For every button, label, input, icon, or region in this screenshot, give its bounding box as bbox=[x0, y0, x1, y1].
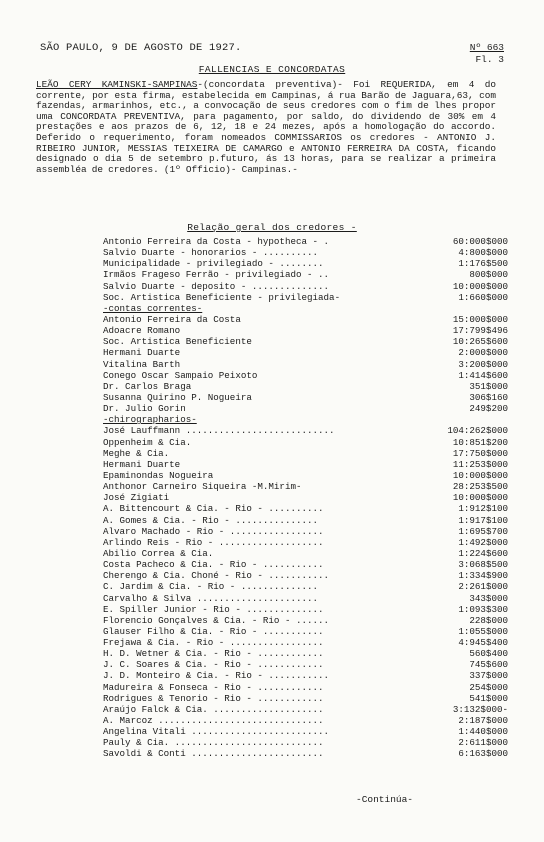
creditor-row bbox=[103, 548, 508, 559]
creditor-amount: 1:492$000 bbox=[458, 536, 508, 548]
creditor-name: Hermani Duarte bbox=[103, 347, 181, 359]
creditor-name: H. D. Wetner & Cia. - Rio - ............ bbox=[103, 648, 324, 660]
continued-note: -Continúa- bbox=[356, 794, 414, 805]
creditor-amount: 1:334$900 bbox=[458, 570, 508, 582]
creditor-name: Florencio Gonçalves & Cia. - Rio - ...... bbox=[103, 614, 330, 626]
creditor-row bbox=[103, 682, 508, 693]
creditor-row bbox=[103, 403, 508, 414]
creditor-row bbox=[103, 670, 508, 681]
creditor-amount: 17:799$496 bbox=[452, 325, 508, 337]
creditor-name: J. D. Monteiro & Cia. - Rio - ........... bbox=[103, 670, 330, 682]
creditor-amount: 1:093$300 bbox=[458, 603, 508, 615]
creditor-row bbox=[103, 236, 508, 247]
creditor-row bbox=[103, 470, 508, 481]
creditor-amount: 343$000 bbox=[469, 592, 508, 604]
creditor-name: A. Bittencourt & Cia. - Rio - .......... bbox=[103, 503, 324, 515]
creditor-name: Carvalho & Silva ...................... bbox=[103, 592, 319, 604]
creditor-row bbox=[103, 648, 508, 659]
creditor-name: Dr. Carlos Braga bbox=[103, 380, 192, 392]
sheet-number: Fl. 3 bbox=[475, 54, 504, 65]
creditor-amount: 541$000 bbox=[469, 692, 508, 704]
creditor-name: -contas correntes- bbox=[103, 302, 203, 314]
creditor-row bbox=[103, 459, 508, 470]
creditor-name: C. Jardim & Cia. - Rio - .............. bbox=[103, 581, 319, 593]
creditor-name: José Zigiati bbox=[103, 492, 170, 504]
creditor-amount: 3:200$000 bbox=[458, 358, 508, 370]
creditor-row bbox=[103, 247, 508, 258]
creditor-row bbox=[103, 704, 508, 715]
creditor-row bbox=[103, 492, 508, 503]
creditor-subheading bbox=[103, 414, 508, 425]
creditor-name: Madureira & Fonseca - Rio - ............ bbox=[103, 681, 324, 693]
creditor-amount: 3:068$500 bbox=[458, 559, 508, 571]
creditor-name: Araújo Falck & Cia. .................... bbox=[103, 703, 324, 715]
creditor-name: Anthonor Carneiro Siqueira -M.Mirim- bbox=[103, 481, 302, 493]
creditor-name: Costa Pacheco & Cia. - Rio - ........... bbox=[103, 559, 324, 571]
creditors-list bbox=[103, 236, 508, 760]
creditor-row bbox=[103, 604, 508, 615]
creditor-amount: 1:912$100 bbox=[458, 503, 508, 515]
creditor-subheading bbox=[103, 303, 508, 314]
creditor-row bbox=[103, 537, 508, 548]
creditor-name: -chirographarios- bbox=[103, 414, 197, 426]
creditor-row bbox=[103, 325, 508, 336]
creditor-name: Susanna Quirino P. Nogueira bbox=[103, 391, 252, 403]
section-title: FALLENCIAS E CONCORDATAS bbox=[198, 64, 346, 75]
creditor-name: Cherengo & Cia. Choné - Rio - ........... bbox=[103, 570, 330, 582]
creditor-amount: 745$600 bbox=[469, 659, 508, 671]
creditor-name: Vitalina Barth bbox=[103, 358, 181, 370]
creditor-amount: 10:851$200 bbox=[452, 436, 508, 448]
creditor-name: Soc. Artistica Beneficiente bbox=[103, 336, 252, 348]
creditor-row bbox=[103, 693, 508, 704]
creditor-name: Municipalidade - privilegiado - ........ bbox=[103, 258, 324, 270]
creditor-row bbox=[103, 637, 508, 648]
creditor-row bbox=[103, 258, 508, 269]
creditor-name: Alvaro Machado - Rio - ................. bbox=[103, 525, 324, 537]
creditor-name: Adoacre Romano bbox=[103, 325, 181, 337]
creditor-row bbox=[103, 515, 508, 526]
creditor-amount: 4:800$000 bbox=[458, 247, 508, 259]
issue-number: Nº 663 bbox=[469, 42, 504, 53]
creditor-row bbox=[103, 381, 508, 392]
date-line: SÃO PAULO, 9 DE AGOSTO DE 1927. bbox=[40, 42, 242, 54]
creditor-row bbox=[103, 726, 508, 737]
creditor-row bbox=[103, 748, 508, 759]
creditor-amount: 10:000$000 bbox=[452, 469, 508, 481]
creditor-amount: 1:055$000 bbox=[458, 625, 508, 637]
creditor-amount: 10:000$000 bbox=[452, 280, 508, 292]
creditor-row bbox=[103, 715, 508, 726]
creditor-row bbox=[103, 281, 508, 292]
creditor-amount: 560$400 bbox=[469, 648, 508, 660]
creditor-name: A. Marcoz .............................. bbox=[103, 715, 324, 727]
creditor-amount: 1:414$600 bbox=[458, 369, 508, 381]
intro-paragraph bbox=[36, 80, 496, 175]
creditor-amount: 1:176$500 bbox=[458, 258, 508, 270]
creditor-name: Rodrigues & Tenorio - Rio - ............ bbox=[103, 692, 324, 704]
creditor-row bbox=[103, 737, 508, 748]
creditor-amount: 351$000 bbox=[469, 380, 508, 392]
creditor-row bbox=[103, 570, 508, 581]
creditor-row bbox=[103, 370, 508, 381]
creditor-amount: 1:917$100 bbox=[458, 514, 508, 526]
creditor-amount: 1:440$000 bbox=[458, 726, 508, 738]
creditor-name: José Lauffmann ........................... bbox=[103, 425, 335, 437]
creditor-name: Irmãos Frageso Ferrão - privilegiado - .. bbox=[103, 269, 330, 281]
creditors-list-title: Relação geral dos credores - bbox=[187, 222, 357, 233]
creditor-name: Oppenheim & Cia. bbox=[103, 436, 192, 448]
creditor-name: Arlindo Reis - Rio - ................... bbox=[103, 536, 324, 548]
creditor-amount: 15:000$000 bbox=[452, 313, 508, 325]
creditor-name: Frejawa & Cia. - Rio - ................. bbox=[103, 637, 324, 649]
creditor-name: Salvio Duarte - honorarios - .......... bbox=[103, 247, 319, 259]
creditor-amount: 10:265$600 bbox=[452, 336, 508, 348]
creditor-name: Savoldi & Conti ........................ bbox=[103, 748, 324, 760]
creditor-amount: 3:132$000- bbox=[452, 703, 508, 715]
creditor-row bbox=[103, 336, 508, 347]
creditor-amount: 337$000 bbox=[469, 670, 508, 682]
creditor-row bbox=[103, 437, 508, 448]
creditor-row bbox=[103, 659, 508, 670]
creditor-name: Antonio Ferreira da Costa bbox=[103, 313, 241, 325]
creditor-name: Dr. Julio Gorin bbox=[103, 403, 186, 415]
creditor-name: Epaminondas Nogueira bbox=[103, 469, 214, 481]
creditor-amount: 1:695$700 bbox=[458, 525, 508, 537]
creditor-row bbox=[103, 526, 508, 537]
creditor-amount: 254$000 bbox=[469, 681, 508, 693]
creditor-amount: 17:750$000 bbox=[452, 447, 508, 459]
creditor-amount: 104:262$000 bbox=[447, 425, 508, 437]
creditor-amount: 306$160 bbox=[469, 391, 508, 403]
creditor-row bbox=[103, 581, 508, 592]
creditor-row bbox=[103, 559, 508, 570]
creditor-row bbox=[103, 626, 508, 637]
creditor-name: Soc. Artistica Beneficiente - privilegiada- bbox=[103, 291, 341, 303]
creditor-row bbox=[103, 593, 508, 604]
creditor-amount: 228$000 bbox=[469, 614, 508, 626]
creditor-name: Hermani Duarte bbox=[103, 458, 181, 470]
creditor-amount: 2:187$000 bbox=[458, 715, 508, 727]
creditor-amount: 4:945$400 bbox=[458, 637, 508, 649]
creditor-amount: 10:000$000 bbox=[452, 492, 508, 504]
creditor-name: Meghe & Cia. bbox=[103, 447, 170, 459]
creditor-amount: 28:253$500 bbox=[452, 481, 508, 493]
creditor-amount: 11:253$000 bbox=[452, 458, 508, 470]
creditor-amount: 2:611$000 bbox=[458, 737, 508, 749]
creditor-name: A. Gomes & Cia. - Rio - ............... bbox=[103, 514, 319, 526]
creditor-row bbox=[103, 359, 508, 370]
creditor-amount: 2:261$000 bbox=[458, 581, 508, 593]
creditor-name: Abilio Correa & Cia. bbox=[103, 547, 214, 559]
creditor-name: Angelina Vitali ......................... bbox=[103, 726, 330, 738]
creditor-row bbox=[103, 314, 508, 325]
creditor-name: Salvio Duarte - deposito - .............. bbox=[103, 280, 330, 292]
creditor-amount: 2:000$000 bbox=[458, 347, 508, 359]
creditor-amount: 800$000 bbox=[469, 269, 508, 281]
creditor-row bbox=[103, 392, 508, 403]
creditor-row bbox=[103, 292, 508, 303]
creditor-amount: 1:224$600 bbox=[458, 547, 508, 559]
creditor-name: J. C. Soares & Cia. - Rio - ............ bbox=[103, 659, 324, 671]
creditor-amount: 6:163$000 bbox=[458, 748, 508, 760]
creditor-row bbox=[103, 347, 508, 358]
creditor-amount: 249$200 bbox=[469, 403, 508, 415]
creditor-name: Glauser Filho & Cia. - Rio - ........... bbox=[103, 625, 324, 637]
creditor-name: Antonio Ferreira da Costa - hypotheca - . bbox=[103, 236, 330, 247]
creditor-row bbox=[103, 503, 508, 514]
intro-text: -(concordata preventiva)- Foi REQUERIDA, em 4 do corrente, por esta firma, estabelecida em Campinas, á rua Barão de Jaguara,63, com fazendas, armarinhos, etc., a convocação de seus credores com o fim de lhes propor uma CONCORDATA PREVENTIVA, para pagamento, por saldo, do dividendo de 30% em 4 prestações e aos prazos de 6, 12, 18 e 24 mezes, após a homologação do accordo. Deferido o requerimento, foram nomeados COMMISSARIOS os credores - ANTONIO J. RIBEIRO JUNIOR, MESSIAS TEIXEIRA DE CAMARGO e ANTONIO FERREIRA DA COSTA, ficando designado o dia 5 de setembro p.futuro, ás 13 horas, para se realizar a primeira assembléa de credores. (1º Officio)- Campinas.- bbox=[36, 79, 497, 175]
creditor-row bbox=[103, 425, 508, 436]
creditor-amount: 1:660$000 bbox=[458, 291, 508, 303]
creditor-row bbox=[103, 448, 508, 459]
firm-name: LEÃO CERY KAMINSKI-SAMPINAS bbox=[36, 79, 198, 90]
creditor-row bbox=[103, 615, 508, 626]
creditor-name: E. Spiller Junior - Rio - .............. bbox=[103, 603, 324, 615]
creditor-row bbox=[103, 269, 508, 280]
creditor-name: Pauly & Cia. ........................... bbox=[103, 737, 324, 749]
creditor-name: Conego Oscar Sampaio Peixoto bbox=[103, 369, 258, 381]
creditor-row bbox=[103, 481, 508, 492]
creditor-amount: 60:000$000 bbox=[452, 236, 508, 247]
